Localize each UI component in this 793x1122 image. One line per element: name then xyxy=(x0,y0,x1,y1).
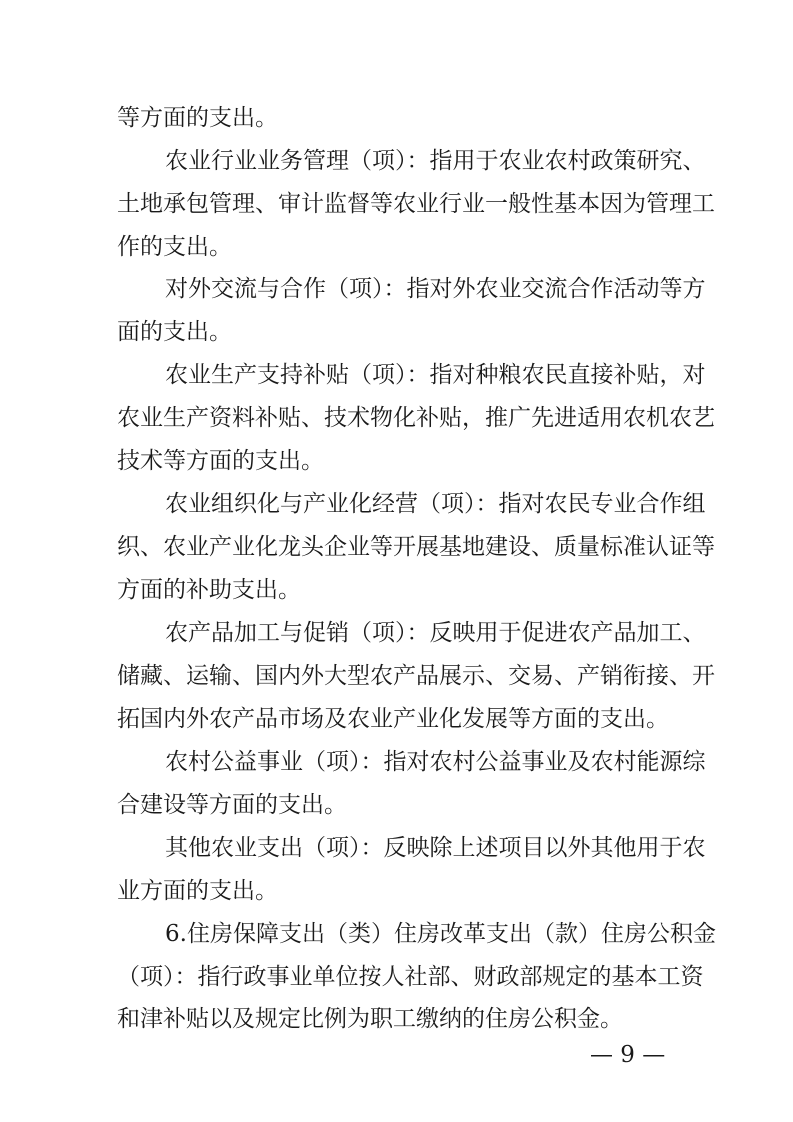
text-line: 其他农业支出（项）：反映除上述项目以外其他用于农 xyxy=(165,835,706,861)
text-line: 对外交流与合作（项）：指对外农业交流合作活动等方 xyxy=(165,276,706,302)
text-line: 6.住房保障支出（类）住房改革支出（款）住房公积金 xyxy=(165,921,716,947)
text-line: 农业组织化与产业化经营（项）：指对农民专业合作组 xyxy=(165,491,706,517)
text-line: 等方面的支出。 xyxy=(117,105,278,131)
text-line: 和津补贴以及规定比例为职工缴纳的住房公积金。 xyxy=(117,1006,623,1032)
text-line: 作的支出。 xyxy=(117,234,232,260)
text-line: 农业生产支持补贴（项）：指对种粮农民直接补贴，对 xyxy=(165,362,706,388)
text-line: 农产品加工与促销（项）：反映用于促进农产品加工、 xyxy=(165,620,706,646)
text-line: 合建设等方面的支出。 xyxy=(117,792,347,818)
text-line: 业方面的支出。 xyxy=(117,878,278,904)
text-line: 储藏、运输、国内外大型农产品展示、交易、产销衔接、开 xyxy=(117,663,715,689)
text-line: 拓国内外农产品市场及农业产业化发展等方面的支出。 xyxy=(117,706,669,732)
text-line: 面的支出。 xyxy=(117,319,232,345)
text-line: 织、农业产业化龙头企业等开展基地建设、质量标准认证等 xyxy=(117,534,715,560)
text-line: 技术等方面的支出。 xyxy=(117,448,324,474)
text-line: 农业生产资料补贴、技术物化补贴，推广先进适用农机农艺 xyxy=(117,405,715,431)
text-line: 农村公益事业（项）：指对农村公益事业及农村能源综 xyxy=(165,749,706,775)
text-line: 土地承包管理、审计监督等农业行业一般性基本因为管理工 xyxy=(117,191,715,217)
text-line: 方面的补助支出。 xyxy=(117,577,301,603)
text-line: 农业行业业务管理（项）：指用于农业农村政策研究、 xyxy=(165,148,706,174)
text-line: （项）：指行政事业单位按人社部、财政部规定的基本工资 xyxy=(117,964,704,990)
page-number: — 9 — xyxy=(590,1042,666,1068)
